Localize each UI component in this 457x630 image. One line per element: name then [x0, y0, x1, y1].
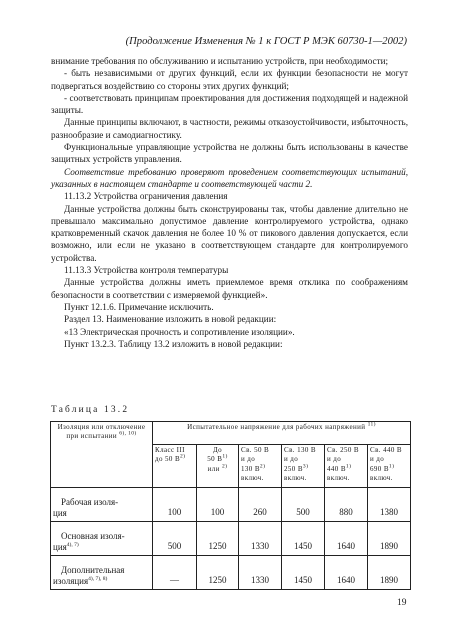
table-cell: 1330	[239, 522, 282, 556]
table-cell: 1330	[239, 556, 282, 590]
paragraph: - соответствовать принципам проектирования для достижения подходящей и надежной защиты.	[51, 92, 408, 116]
table-cell: 1640	[325, 556, 368, 590]
table-cell: 1450	[282, 522, 325, 556]
paragraph: Данные принципы включают, в частности, режимы отказоустойчивости, избыточность, разнообразие и самодиагностику.	[51, 117, 408, 140]
table-cell: 500	[153, 522, 197, 556]
data-table	[50, 421, 411, 590]
table-cell: 1250	[197, 556, 239, 590]
table-row	[51, 522, 411, 556]
paragraph: Функциональные управляющие устройства не должны быть использованы в качестве защитных устройств управления.	[51, 142, 408, 165]
table-cell: 100	[153, 488, 197, 522]
column-header: Св. 440 В и до 690 $В^{1)}$ включ.	[368, 445, 411, 488]
column-header: Св. 130 В и до 250 $В^{3)}$ включ.	[282, 445, 325, 488]
table-row	[51, 488, 411, 522]
table-cell: 880	[325, 488, 368, 522]
paragraph: Пункт 12.1.6. Примечание исключить.	[64, 301, 214, 312]
running-header: (Продолжение Изменения № 1 к ГОСТ Р МЭК 60730-1—2002)	[125, 36, 407, 47]
paragraph: «13 Электрическая прочность и сопротивление изоляции».	[64, 326, 295, 337]
corner-header: Изоляция или отключение при испытании $^{6), 10)}$	[51, 422, 153, 488]
section-heading: 11.13.3 Устройства контроля температуры	[64, 265, 229, 276]
table-row	[51, 556, 411, 590]
row-label: Рабочая изоля- ция	[51, 488, 153, 522]
table-cell: 1640	[325, 522, 368, 556]
page-number: 19	[397, 598, 407, 608]
table-cell: —	[153, 556, 197, 590]
table-cell: 260	[239, 488, 282, 522]
paragraph: Раздел 13. Наименование изложить в новой редакции:	[64, 314, 277, 325]
table-cell: 1250	[197, 522, 239, 556]
table-cell: 100	[197, 488, 239, 522]
section-heading: 11.13.2 Устройства ограничения давления	[64, 191, 228, 202]
column-header: Св. 50 В и до 130 $В^{2)}$ включ.	[239, 445, 282, 488]
column-header: До 50 $В^{1)}$ или $^{2)}$	[197, 445, 239, 488]
table-13-2	[50, 421, 410, 590]
group-header: Испытательное напряжение для рабочих напряжений $^{11)}$	[153, 422, 411, 445]
column-header: Класс III до 50 $В^{2)}$	[153, 445, 197, 488]
row-label: Дополнительная изоляция$^{4), 7), 8)}$	[51, 556, 153, 590]
table-cell: 1890	[368, 556, 411, 590]
table-caption: Таблица 13.2	[51, 405, 130, 415]
paragraph: Данные устройства должны иметь приемлемое время отклика по соображениям безопасности в соответствии с измеряемой функцией».	[51, 277, 408, 300]
table-cell: 1380	[368, 488, 411, 522]
table-cell: 1450	[282, 556, 325, 590]
paragraph: внимание требования по обслуживанию и испытанию устройств, при необходимости;	[51, 56, 389, 66]
paragraph: Данные устройства должны быть сконструированы так, чтобы давление длительно не превышало максимально допустимое давление контролируемого устройства, однако кратковременный скачок давления не более 10 % от пикового давления допускается, если возможно, или если не указано в соответствующем стандарте для контролируемого устройства.	[51, 203, 408, 263]
column-header: Св. 250 В и до 440 $В^{1)}$ включ.	[325, 445, 368, 488]
paragraph: Пункт 13.2.3. Таблицу 13.2 изложить в новой редакции:	[64, 338, 283, 349]
paragraph: - быть независимыми от других функций, если их функции безопасности не могут подвергаться воздействию со стороны этих других функций;	[51, 68, 408, 91]
row-label: Основная изоля- ция$^{4), 7)}$	[51, 522, 153, 556]
table-cell: 1890	[368, 522, 411, 556]
body-text	[51, 55, 408, 350]
paragraph-italic: Соответствие требованию проверяют проведением соответствующих испытаний, указанных в настоящем стандарте и соответствующей части 2.	[51, 166, 408, 189]
table-cell: 500	[282, 488, 325, 522]
